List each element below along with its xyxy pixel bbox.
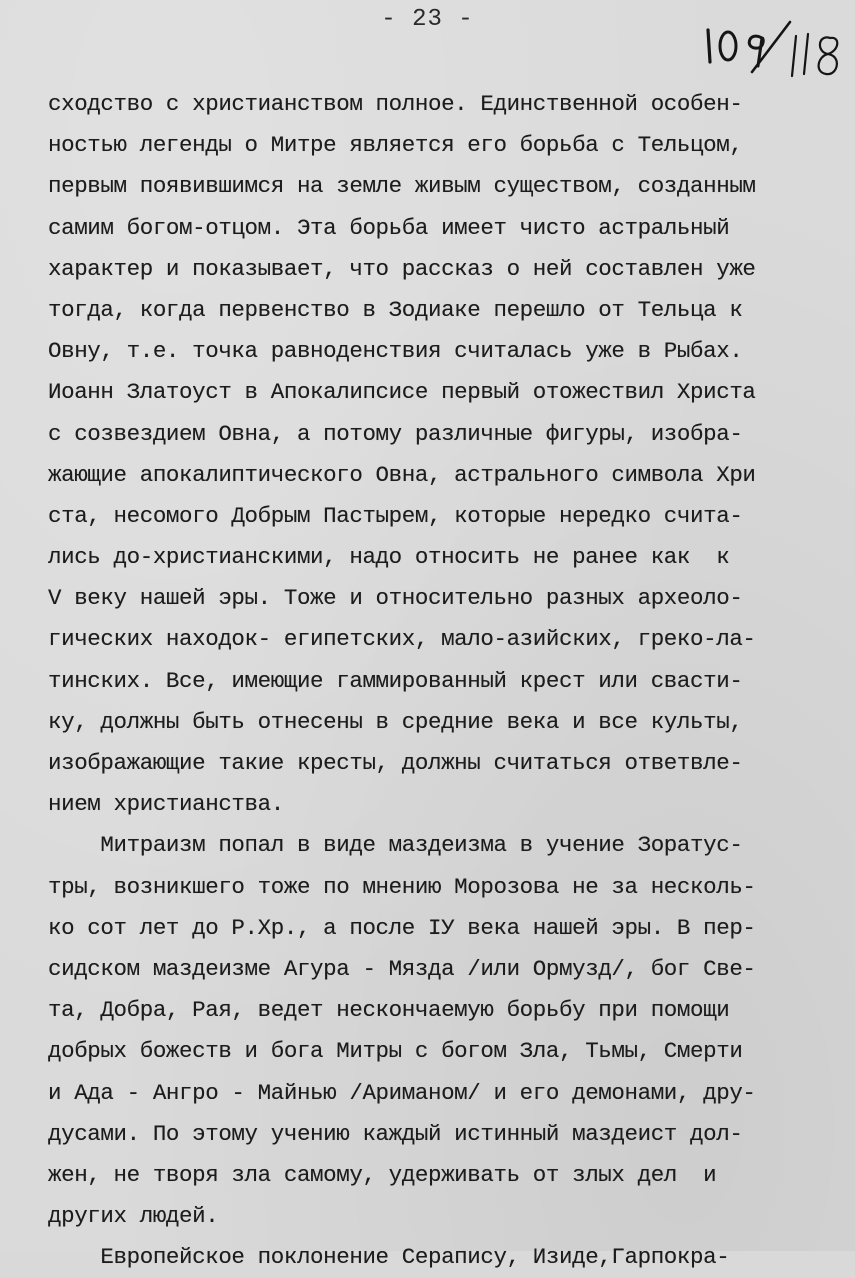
text-line: та, Добра, Рая, ведет нескончаемую борьбу при помощи (48, 997, 730, 1024)
text-line: первым появившимся на земле живым существом, созданным (48, 173, 756, 200)
text-line: ко сот лет до Р.Хр., а после IУ века нашей эры. В пер- (48, 914, 756, 941)
page-number: - 23 - (381, 6, 474, 33)
text-line: самим богом-отцом. Эта борьба имеет чисто астральный (48, 214, 730, 241)
text-line: сидском маздеизме Агура - Мязда /или Ормузд/, бог Све- (48, 955, 756, 982)
body-text (48, 84, 848, 1278)
text-line: тогда, когда первенство в Зодиаке перешло от Тельца к (48, 296, 743, 323)
text-line: V веку нашей эры. Тоже и относительно разных археоло- (48, 585, 743, 612)
text-line: жающие апокалиптического Овна, астрального символа Хри (48, 461, 756, 488)
handwritten-number-drawing (700, 16, 850, 86)
text-line: добрых божеств и бога Митры с богом Зла, Тьмы, Смерти (48, 1038, 743, 1065)
text-line: характер и показывает, что рассказ о ней составлен уже (48, 255, 756, 282)
text-line: ку, должны быть отнесены в средние века и все культы, (48, 708, 743, 735)
text-line: ностью легенды о Митре является его борьба с Тельцом, (48, 132, 743, 159)
text-line: Европейское поклонение Серапису, Изиде,Гарпокра- (48, 1244, 730, 1271)
text-line: Овну, т.е. точка равноденствия считалась уже в Рыбах. (48, 338, 743, 365)
text-line: других людей. (48, 1203, 219, 1230)
text-line: дусами. По этому учению каждый истинный маздеист дол- (48, 1120, 743, 1147)
text-line: Митраизм попал в виде маздеизма в учение Зоратус- (48, 832, 743, 859)
text-line: сходство с христианством полное. Единственной особен- (48, 91, 743, 117)
text-line: тры, возникшего тоже по мнению Морозова не за несколь- (48, 873, 756, 900)
text-line: лись до-христианскими, надо относить не ранее как к (48, 544, 730, 571)
text-line: нием христианства. (48, 791, 284, 818)
text-line: изображающие такие кресты, должны считаться ответвле- (48, 750, 743, 776)
text-line: тинских. Все, имеющие гаммированный крест или свасти- (48, 667, 743, 694)
text-line: с созвездием Овна, а потому различные фигуры, изобра- (48, 420, 743, 447)
text-line: гических находок- египетских, мало-азийских, греко-ла- (48, 626, 756, 653)
handwritten-archive-number (700, 16, 850, 86)
text-line: Иоанн Златоуст в Апокалипсисе первый отожествил Христа (48, 379, 756, 406)
text-line: жен, не творя зла самому, удерживать от злых дел и (48, 1161, 717, 1188)
text-line: и Ада - Ангро - Майнью /Ариманом/ и его демонами, дру- (48, 1079, 756, 1106)
text-line: ста, несомого Добрым Пастырем, которые нередко счита- (48, 502, 743, 529)
